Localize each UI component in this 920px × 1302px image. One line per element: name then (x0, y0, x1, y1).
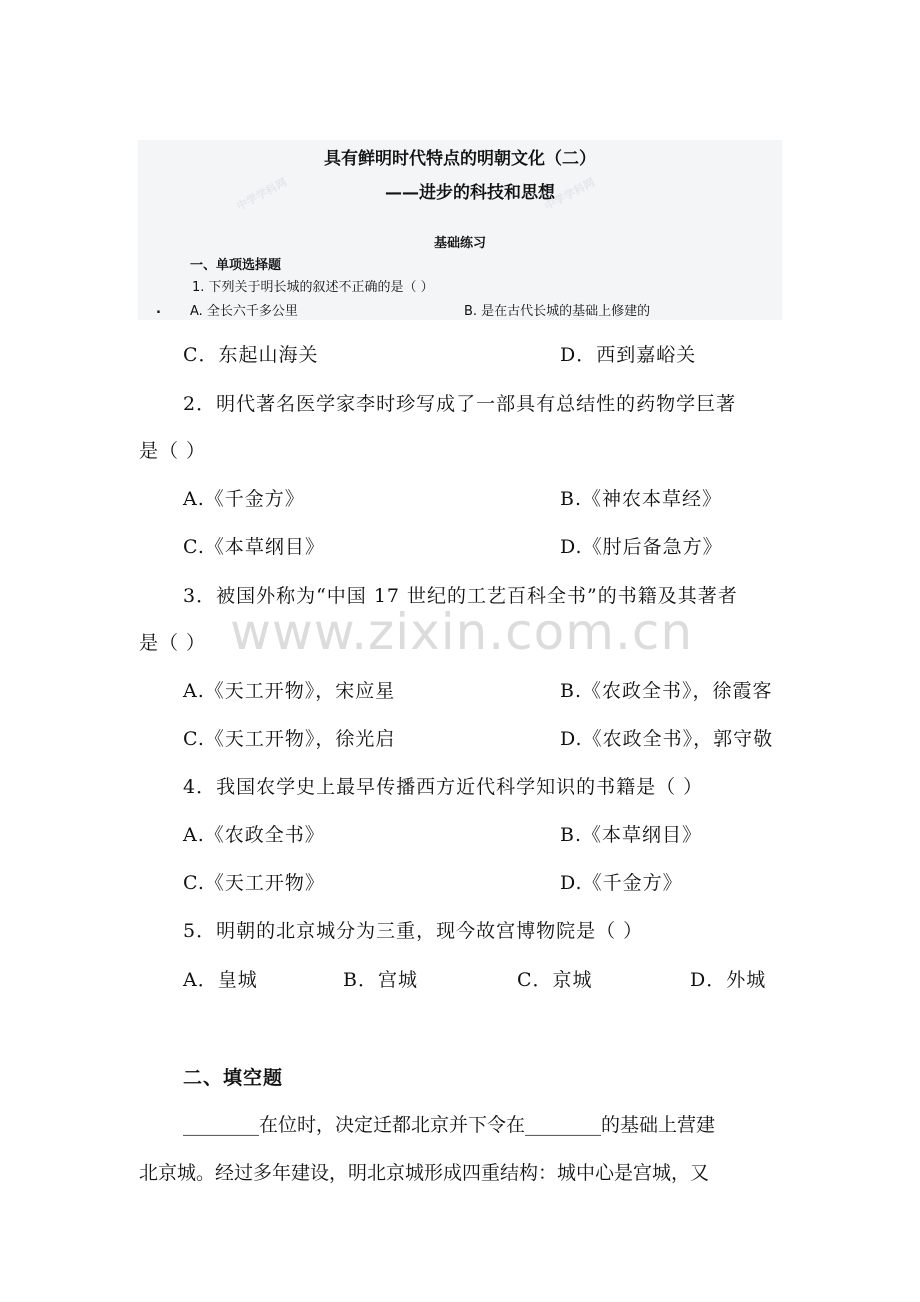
logo-watermark: 中学学科网 (234, 175, 290, 214)
question-1-stem: 1. 下列关于明长城的叙述不正确的是（ ） (192, 280, 434, 295)
question-3-stem-cont: 是（ ） (139, 632, 207, 654)
single-choice-heading: 一、单项选择题 (190, 258, 282, 273)
question-1-option-c: C．东起山海关 (183, 344, 319, 366)
question-4-option-b: B.《本草纲目》 (560, 824, 703, 846)
question-3-option-a: A.《天工开物》，宋应星 (183, 680, 396, 702)
question-2-stem: 2．明代著名医学家李时珍写成了一部具有总结性的药物学巨著 (183, 393, 737, 415)
page-subtitle: ——进步的科技和思想 (385, 183, 555, 203)
question-5-option-b: B．宫城 (343, 969, 418, 991)
fill-blank-heading: 二、填空题 (183, 1067, 284, 1089)
question-4-option-d: D.《千金方》 (560, 872, 683, 894)
question-3-stem: 3．被国外称为“中国 17 世纪的工艺百科全书”的书籍及其著者 (183, 585, 738, 607)
header-image (138, 140, 782, 320)
question-1-option-d: D．西到嘉峪关 (560, 344, 697, 366)
decor-dot: . (156, 302, 161, 317)
fill-blank-line-2: 北京城。经过多年建设，明北京城形成四重结构：城中心是宫城，又 (139, 1162, 710, 1184)
question-3-option-b: B.《农政全书》，徐霞客 (560, 680, 773, 702)
question-2-option-d: D.《肘后备急方》 (560, 536, 723, 558)
logo-watermark: 中学学科网 (542, 175, 598, 214)
question-4-stem: 4．我国农学史上最早传播西方近代科学知识的书籍是（ ） (183, 776, 704, 798)
question-5-stem: 5．明朝的北京城分为三重，现今故宫博物院是（ ） (183, 920, 644, 942)
question-3-option-c: C.《天工开物》，徐光启 (183, 728, 396, 750)
question-4-option-c: C.《天工开物》 (183, 872, 325, 894)
question-4-option-a: A.《农政全书》 (183, 824, 325, 846)
question-5-option-a: A．皇城 (183, 969, 258, 991)
question-2-option-a: A.《千金方》 (183, 488, 305, 510)
question-1-option-b: B. 是在古代长城的基础上修建的 (464, 304, 651, 319)
fill-blank-line-1: ________在位时，决定迁都北京并下令在________的基础上营建 (183, 1114, 716, 1136)
question-3-option-d: D.《农政全书》，郭守敬 (560, 728, 774, 750)
section-title: 基础练习 (433, 236, 486, 251)
question-1-option-a: A. 全长六千多公里 (190, 304, 298, 319)
question-2-option-b: B.《神农本草经》 (560, 488, 723, 510)
page-title: 具有鲜明时代特点的明朝文化（二） (324, 149, 596, 169)
question-5-option-c: C．京城 (517, 969, 593, 991)
question-2-stem-cont: 是（ ） (139, 440, 207, 462)
site-watermark: www.zixin.com.cn (230, 603, 694, 661)
question-5-option-d: D．外城 (690, 969, 767, 991)
question-2-option-c: C.《本草纲目》 (183, 536, 325, 558)
